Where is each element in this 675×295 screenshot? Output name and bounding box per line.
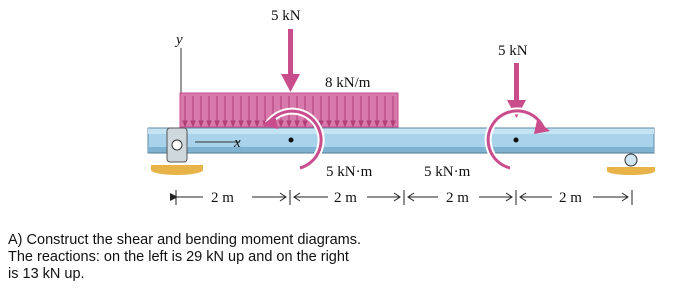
beam bbox=[148, 128, 654, 153]
x-axis-label: x bbox=[234, 135, 241, 151]
dimension-label-4: 2 m bbox=[559, 190, 582, 206]
question-text bbox=[8, 232, 428, 283]
question-line-3: is 13 kN up. bbox=[8, 266, 85, 282]
distributed-load-label: 8 kN/m bbox=[325, 75, 371, 91]
moment-left-label: 5 kN·m bbox=[326, 164, 373, 180]
y-axis-label: y bbox=[176, 32, 183, 48]
dimension-label-3: 2 m bbox=[446, 190, 469, 206]
load-point-right bbox=[514, 138, 519, 143]
point-load-left-label: 5 kN bbox=[271, 8, 301, 24]
point-load-left-arrow bbox=[281, 29, 300, 92]
question-line-1: A) Construct the shear and bending moment diagrams. bbox=[8, 232, 362, 248]
question-line-2: The reactions: on the left is 29 kN up and on the right bbox=[8, 249, 349, 265]
moment-right-label: 5 kN·m bbox=[424, 164, 471, 180]
dimension-label-2: 2 m bbox=[334, 190, 357, 206]
right-roller-support bbox=[607, 154, 655, 175]
load-point-left bbox=[289, 138, 294, 143]
point-load-right-label: 5 kN bbox=[498, 43, 528, 59]
dimension-label-1: 2 m bbox=[211, 190, 234, 206]
